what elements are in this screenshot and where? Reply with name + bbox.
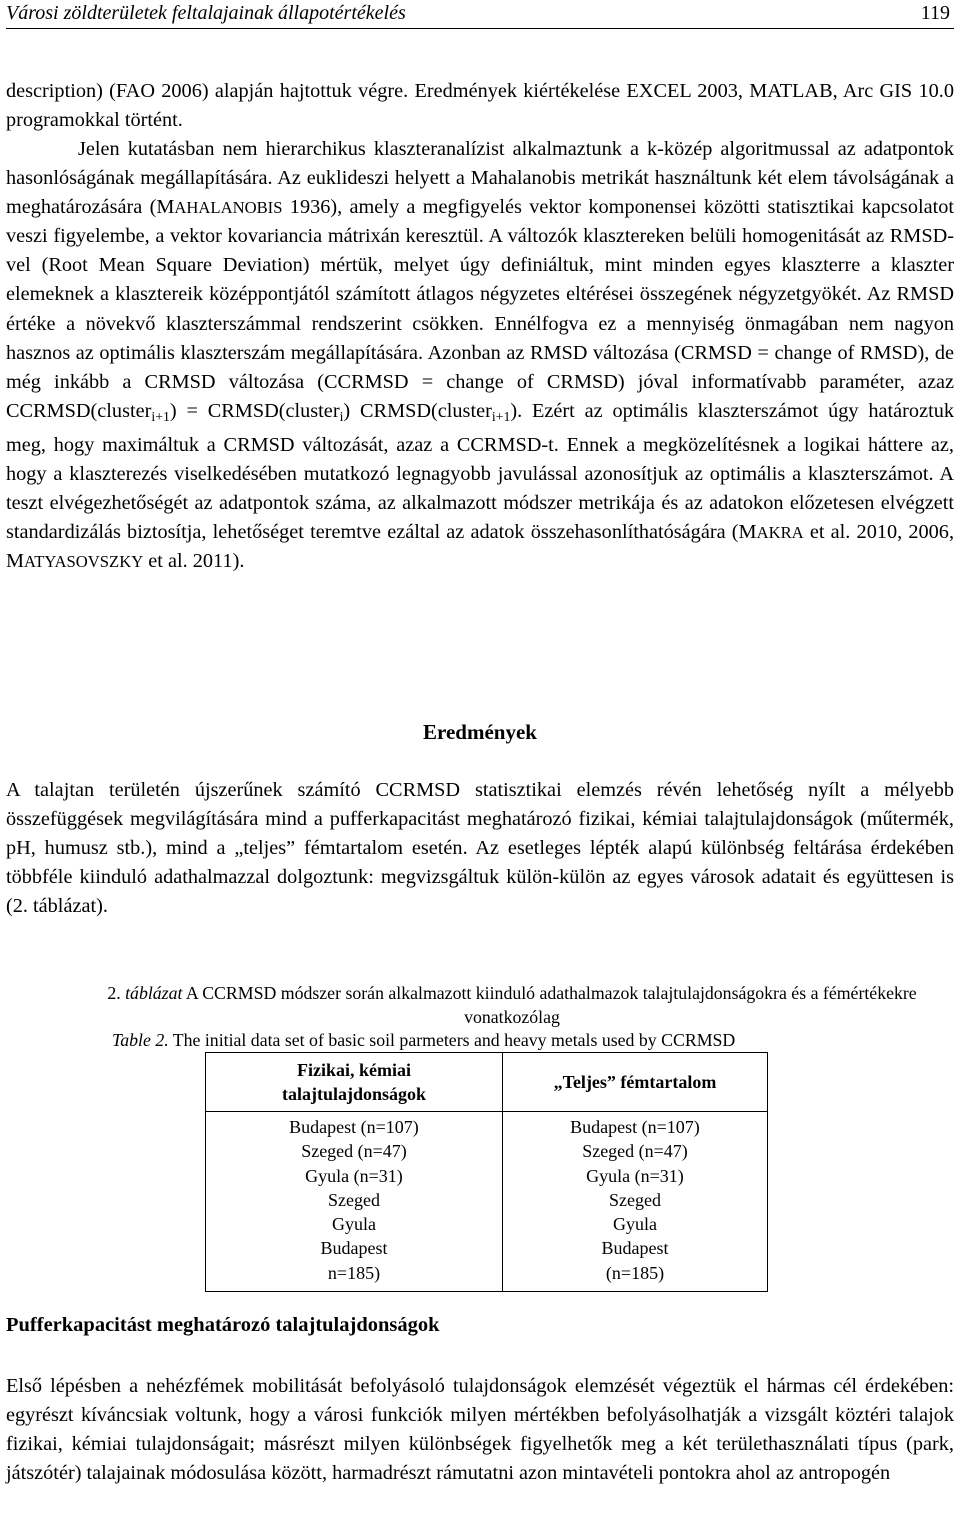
paragraph-methods-end: description) (FAO 2006) alapján hajtottuk végre. Eredmények kiértékelése EXCEL 2003, MATLAB, Arc GIS 10.0 programokkal történt. (6, 80, 954, 132)
page-number: 119 (920, 2, 950, 24)
cell-line: Budapest (n=107) (289, 1117, 419, 1137)
table-header-cell (206, 1053, 503, 1112)
text-run: Jelen kutatásban nem hierarchikus klaszteranalízist alkalmaztunk a k-közép algoritmussal az adatpontok hasonlóságának megállapítására. Az euklideszi helyett a Mahalanobis metrikát használtunk két elem távolságának a meghatározására (M (6, 138, 954, 219)
cell-line: n=185) (327, 1262, 381, 1283)
table-number: 2. (107, 983, 121, 1003)
text-run: ) = CRMSD(cluster (169, 399, 340, 422)
cell-line: Szeged (n=47) (301, 1141, 407, 1162)
cell-line: (n=185) (605, 1262, 665, 1283)
cell-line: Szeged (n=47) (582, 1141, 688, 1162)
cell-line: Gyula (332, 1214, 376, 1235)
text-run: et al. 2010, 2006, M (6, 521, 955, 573)
cell-line: Gyula (n=31) (586, 1165, 684, 1186)
table-label: táblázat (125, 983, 183, 1003)
section-heading-results: Eredmények (423, 720, 537, 744)
cell-line: Budapest (601, 1238, 669, 1259)
subscript: i+1 (491, 408, 511, 424)
table-label-english: Table 2. (112, 1030, 169, 1050)
paragraph-results: A talajtan területén újszerűnek számító CCRMSD statisztikai elemzés révén lehetőség nyílt a mélyebb összefüggések megvilágítására mind a pufferkapacitást meghatározó fizikai, kémiai talajtulajdonságok (műtermék, pH, humusz stb.), mind a „teljes” fémtartalom esetén. Az esetleges lépték alapú különbség feltárása érdekében többféle kiinduló adathalmazzal dolgoztunk: megvizsgáltuk külön-külön az egyes városok adatait és együttesen is (2. táblázat). (6, 779, 954, 918)
small-caps-author: AHALANOBIS (174, 198, 283, 218)
small-caps-author: AKRA (756, 523, 804, 543)
table-caption-text: A CCRMSD módszer során alkalmazott kiinduló adathalmazok talajtulajdonságokra és a fémértékekre vonatkozólag (185, 983, 917, 1027)
table-row (206, 1112, 768, 1292)
running-header (6, 2, 954, 29)
text-run: et al. 2011). (143, 550, 245, 573)
running-header-title: Városi zöldterületek feltalajainak állapotértékelés (6, 2, 406, 24)
cell-line: Gyula (n=31) (305, 1165, 403, 1186)
subscript: i (339, 408, 344, 424)
table-cell (503, 1112, 768, 1292)
text-run: ) CRMSD(cluster (343, 399, 492, 422)
paragraph-pufferkapacitas: Első lépésben a nehézfémek mobilitását befolyásoló tulajdonságok elemzését végeztük el hármas cél érdekében: egyrészt kíváncsiak voltunk, hogy a városi funkciók milyen mértékben befolyásolhatják a vizsgált köztéri talajok fizikai, kémiai tulajdonságait; másrészt milyen különbségek figyelhetők meg a két területhasználati típus (park, játszótér) talajainak módosulása között, harmadrészt rámutatni azon mintavételi pontokra ahol az antropogén (6, 1375, 954, 1485)
cell-line: Szeged (609, 1189, 661, 1210)
table-header-row (206, 1053, 768, 1112)
text-run: 1936), amely a megfigyelés vektor komponensei közötti statisztikai kapcsolatot veszi figyelembe, a vektor kovariancia mátrixán keresztül. A változók klasztereken belüli homogenitását az RMSD-vel (Root Mean Square Deviation) mértük, melyet úgy definiáltuk, mint minden egyes klaszterre a klaszter elemeknek a klasztereik középpontjától számított átlagos négyzetes eltérései összegének négyzetgyökét. Az RMSD értéke a növekvő klaszterszámmal rendszerint csökken. Ennélfogva ez a mennyiség önmagában nem nagyon hasznos az optimális klaszterszám megállapítására. Azonban az RMSD változása (CRMSD = change of RMSD), de még inkább a CRMSD változása (CCRMSD = change of CRMSD) jóval informatívabb paraméter, azaz CCRMSD(cluster (6, 196, 955, 422)
cell-line: Szeged (328, 1189, 380, 1210)
subscript: i+1 (151, 408, 170, 424)
table-caption-english (112, 1030, 735, 1051)
cell-line: Gyula (613, 1214, 657, 1235)
header-line: Fizikai, kémiai (297, 1059, 411, 1080)
header-line: talajtulajdonságok (281, 1084, 427, 1104)
table-cell (206, 1112, 503, 1292)
cell-line: Budapest (n=107) (570, 1117, 700, 1137)
small-caps-author: ATYASOVSZKY (24, 552, 144, 572)
cell-line: Budapest (320, 1238, 388, 1259)
table-header-cell: „Teljes” fémtartalom (503, 1053, 768, 1112)
subsection-heading-pufferkapacitas: Pufferkapacitást meghatározó talajtulajdonságok (6, 1314, 440, 1336)
text-run: ). Ezért az optimális klaszterszámot úgy határoztuk meg, hogy maximáltuk a CRMSD változását, azaz a CCRMSD-t. Ennek a megközelítésnek a logikai háttere az, hogy a klaszterezés viselkedésében mutatkozó legnagyobb javulással azonosítjuk az optimális a klaszterszámot. A teszt elvégezhetőségét az adatpontok száma, az alkalmazott módszer metrikája és az adatokon előzetesen elvégzett standardizálás biztosítja, lehetőséget teremtve ezáltal az adatok összehasonlíthatóságára (M (6, 399, 954, 544)
table-caption-english-text: The initial data set of basic soil parmeters and heavy metals used by CCRMSD (172, 1030, 736, 1050)
paragraph-cluster-analysis (6, 135, 954, 576)
table-caption-hungarian (86, 982, 938, 1029)
dataset-table (205, 1052, 768, 1292)
